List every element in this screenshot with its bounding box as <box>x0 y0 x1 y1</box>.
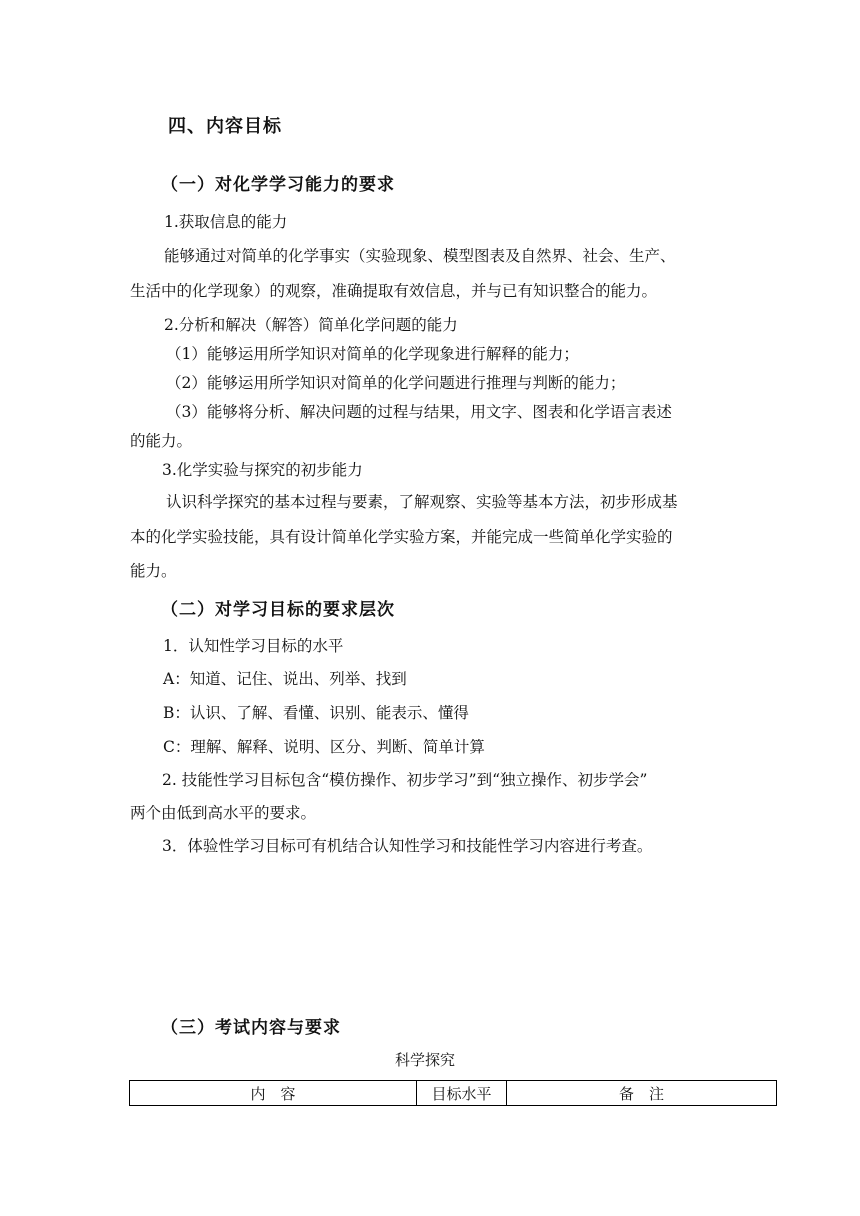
part1-item2-title: 2.分析和解决（解答）简单化学问题的能力 <box>164 316 458 334</box>
part1-heading: （一）对化学学习能力的要求 <box>161 175 395 195</box>
exam-content-table <box>129 1080 777 1106</box>
part1-item3-title: 3.化学实验与探究的初步能力 <box>162 461 363 479</box>
part2-heading: （二）对学习目标的要求层次 <box>161 600 395 620</box>
table-header-content: 内 容 <box>130 1081 417 1106</box>
part1-item3-body-line2: 本的化学实验技能，具有设计简单化学实验方案，并能完成一些简单化学实验的 <box>130 528 673 546</box>
part2-item2-line2: 两个由低到高水平的要求。 <box>130 804 317 822</box>
part1-item3-body-line1: 认识科学探究的基本过程与要素，了解观察、实验等基本方法，初步形成基 <box>166 493 678 511</box>
part1-item1-body-line2: 生活中的化学现象）的观察，准确提取有效信息，并与已有知识整合的能力。 <box>130 282 658 300</box>
part1-item3-body-line3: 能力。 <box>130 562 177 580</box>
table-header-row <box>130 1081 777 1106</box>
part2-item1-title: 1．认知性学习目标的水平 <box>163 637 344 655</box>
part1-item1-title: 1.获取信息的能力 <box>164 213 288 231</box>
part1-item1-body-line1: 能够通过对简单的化学事实（实验现象、模型图表及自然界、社会、生产、 <box>164 247 676 265</box>
table-caption: 科学探究 <box>395 1051 456 1069</box>
part1-item2-sub1: （1）能够运用所学知识对简单的化学现象进行解释的能力； <box>166 345 579 363</box>
part3-heading: （三）考试内容与要求 <box>161 1018 341 1038</box>
part2-level-c: C：理解、解释、说明、区分、判断、简单计算 <box>163 738 485 756</box>
section-title: 四、内容目标 <box>168 116 282 137</box>
part1-item2-sub2: （2）能够运用所学知识对简单的化学问题进行推理与判断的能力； <box>166 374 626 392</box>
part2-level-a: A：知道、记住、说出、列举、找到 <box>163 670 407 688</box>
part2-item2-line1: 2. 技能性学习目标包含“模仿操作、初步学习”到“独立操作、初步学会” <box>162 771 648 789</box>
table-header-remarks: 备 注 <box>507 1081 777 1106</box>
part2-item3: 3．体验性学习目标可有机结合认知性学习和技能性学习内容进行考查。 <box>162 837 653 855</box>
part1-item2-sub3-line2: 的能力。 <box>130 432 193 450</box>
table-header-target-level: 目标水平 <box>417 1081 507 1106</box>
part2-level-b: B：认识、了解、看懂、识别、能表示、懂得 <box>163 704 469 722</box>
part1-item2-sub3-line1: （3）能够将分析、解决问题的过程与结果，用文字、图表和化学语言表述 <box>166 403 672 421</box>
